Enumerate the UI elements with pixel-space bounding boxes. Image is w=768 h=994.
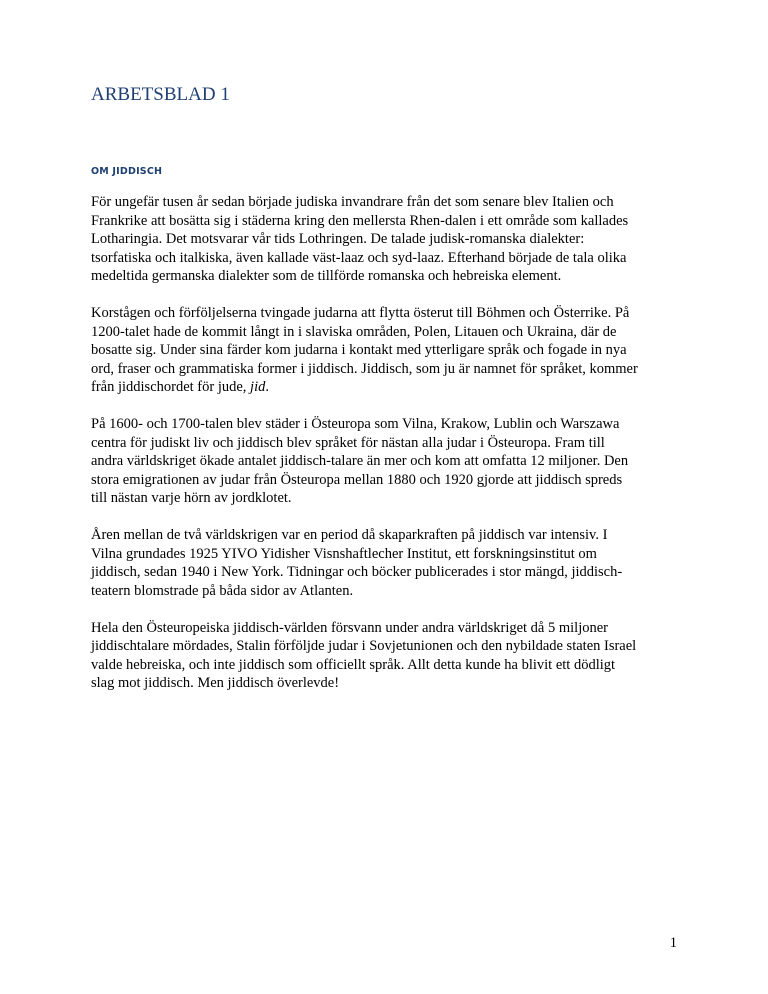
text-line: bosatte sig. Under sina färder kom judarna i kontakt med ytterligare språk och fogade in nya: [91, 342, 627, 358]
page-title: ARBETSBLAD 1: [91, 84, 230, 105]
text-line: andra världskriget ökade antalet jiddisch-talare än mer och kom att omfatta 12 miljoner. Den: [91, 453, 629, 469]
section-heading: OM JIDDISCH: [91, 166, 163, 177]
text-line: Hela den Östeuropeiska jiddisch-världen försvann under andra världskriget då 5 miljoner: [91, 619, 609, 636]
paragraph-migration: [91, 304, 681, 397]
text-fragment: .: [265, 379, 269, 395]
text-line: valde hebreiska, och inte jiddisch som officiellt språk. Allt detta kunde ha blivit ett dödligt: [91, 656, 616, 673]
text-line: stora emigrationen av judar från Östeuropa mellan 1880 och 1920 gjorde att jiddisch spreds: [91, 471, 623, 488]
text-line: På 1600- och 1700-talen blev städer i Östeuropa som Vilna, Krakow, Lublin och Warszawa: [91, 416, 620, 432]
text-fragment: från jiddischordet för jude,: [91, 379, 251, 395]
text-line: Vilna grundades 1925 YIVO Yidisher Visnshaftlecher Institut, ett forskningsinstitut om: [91, 545, 597, 562]
text-line: teatern blomstrade på båda sidor av Atlanten.: [91, 582, 354, 599]
text-line: För ungefär tusen år sedan började judiska invandrare från det som senare blev Italien och: [91, 194, 614, 210]
paragraph-origins: [91, 193, 681, 286]
text-line: centra för judiskt liv och jiddisch blev språket för nästan alla judar i Östeuropa. Fram till: [91, 434, 605, 451]
paragraph-eastern-europe: [91, 415, 681, 508]
text-line: till nästan varje hörn av jordklotet.: [91, 490, 292, 506]
text-line: medeltida germanska dialekter som de tillförde romanska och hebreiska element.: [91, 268, 562, 284]
page-number: 1: [669, 935, 677, 951]
paragraph-interwar: [91, 526, 681, 600]
text-line: tsorfatiska och italkiska, även kallade väst-laaz och syd-laaz. Efterhand började de tala olika: [91, 249, 627, 266]
text-line: slag mot jiddisch. Men jiddisch överlevde!: [91, 675, 340, 691]
body-text: [91, 193, 681, 711]
text-line: jiddischtalare mördades, Stalin förföljde judar i Sovjetunionen och den nybildade staten Israel: [91, 638, 637, 654]
text-line: jiddisch, sedan 1940 i New York. Tidningar och böcker publicerades i stor mängd, jiddisch-: [91, 564, 623, 580]
italic-word: jid: [250, 379, 266, 395]
text-line: Åren mellan de två världskrigen var en period då skaparkraften på jiddisch var intensiv. I: [91, 527, 608, 543]
text-line: Korstågen och förföljelserna tvingade judarna att flytta österut till Böhmen och Österrike. På: [91, 305, 630, 321]
text-line: [91, 378, 681, 397]
text-line: ord, fraser och grammatiska former i jiddisch. Jiddisch, som ju är namnet för språket, kommer: [91, 360, 638, 377]
text-line: 1200-talet hade de kommit långt in i slaviska områden, Polen, Litauen och Ukraina, där de: [91, 323, 617, 340]
text-line: Frankrike att bosätta sig i städerna kring den mellersta Rhen-dalen i ett område som kallades: [91, 212, 629, 229]
text-line: Lotharingia. Det motsvarar vår tids Lothringen. De talade judisk-romanska dialekter:: [91, 231, 585, 247]
paragraph-survival: [91, 619, 681, 693]
